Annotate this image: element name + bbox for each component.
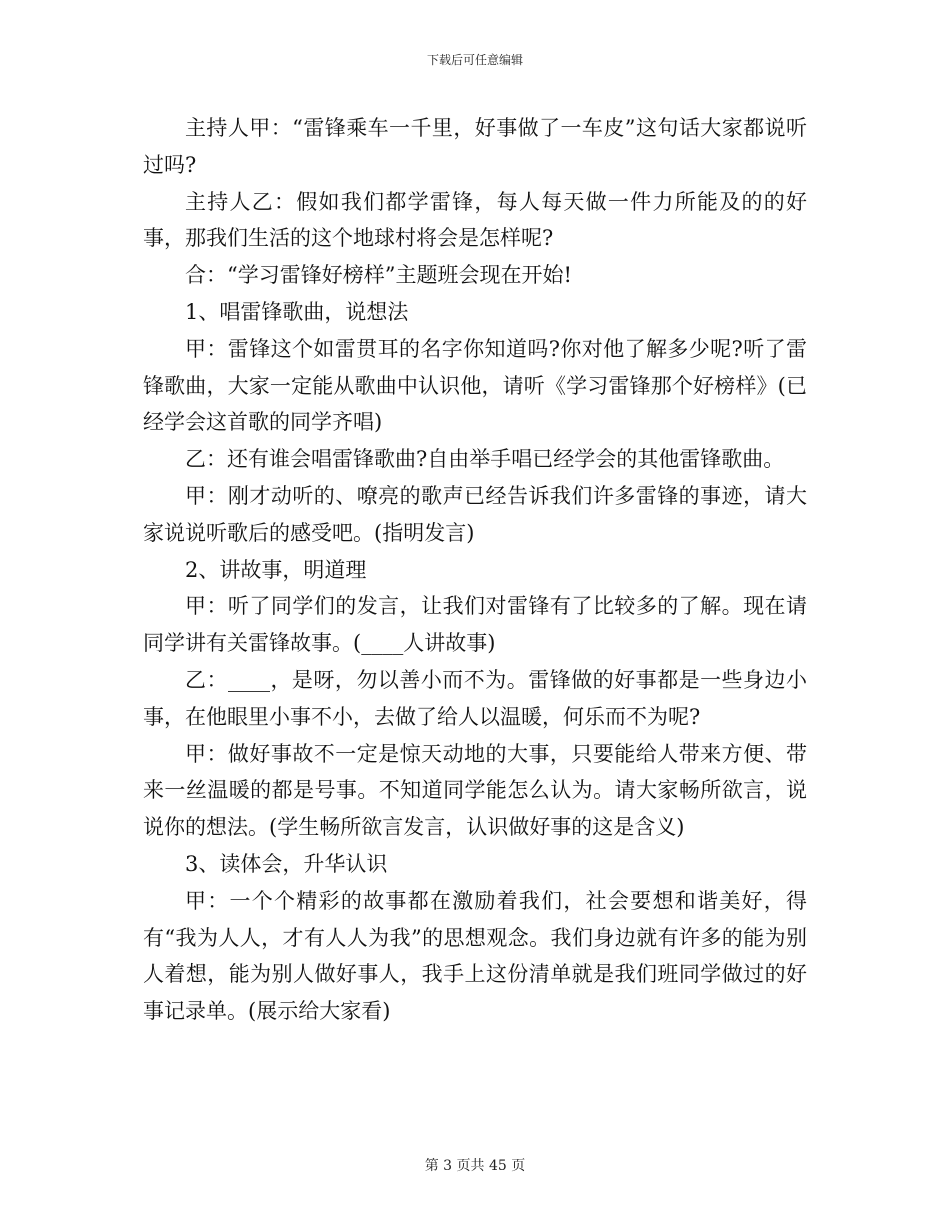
section-heading-3: 3、读体会，升华认识 bbox=[185, 851, 388, 876]
paragraph-host-a-intro: 主持人甲：“雷锋乘车一千里，好事做了一车皮”这句话大家都说听过吗? bbox=[143, 116, 807, 177]
page-footer: 第 3 页共 45 页 bbox=[424, 1158, 526, 1174]
paragraph-story-comment: 乙：____，是呀，勿以善小而不为。雷锋做的好事都是一些身边小事，在他眼里小事不小，去做了给人以温暖，何乐而不为呢? bbox=[143, 667, 807, 729]
paragraph-song-intro: 甲：雷锋这个如雷贯耳的名字你知道吗?你对他了解多少呢?听了雷锋歌曲，大家一定能从歌曲中认识他，请听《学习雷锋那个好榜样》(已经学会这首歌的同学齐唱) bbox=[143, 336, 807, 435]
document-body bbox=[143, 110, 807, 1030]
paragraph-song-feelings: 甲：刚才动听的、嘹亮的歌声已经告诉我们许多雷锋的事迹，请大家说说听歌后的感受吧。(指明发言) bbox=[143, 483, 807, 545]
section-heading-1: 1、唱雷锋歌曲，说想法 bbox=[185, 299, 409, 324]
paragraph-record-list: 甲：一个个精彩的故事都在激励着我们，社会要想和谐美好，得有“我为人人，才有人人为我”的思想观念。我们身边就有许多的能为别人着想，能为别人做好事人，我手上这份清单就是我们班同学做过的好事记录单。(展示给大家看) bbox=[143, 888, 807, 1024]
paragraph-opening: 合：“学习雷锋好榜样”主题班会现在开始! bbox=[185, 263, 572, 288]
page-header: 下载后可任意编辑 bbox=[426, 53, 523, 67]
section-heading-2: 2、讲故事，明道理 bbox=[185, 557, 367, 582]
paragraph-host-b-intro: 主持人乙：假如我们都学雷锋，每人每天做一件力所能及的的好事，那我们生活的这个地球村将会是怎样呢? bbox=[143, 189, 807, 251]
paragraph-song-free: 乙：还有谁会唱雷锋歌曲?自由举手唱已经学会的其他雷锋歌曲。 bbox=[185, 447, 785, 472]
paragraph-story-intro: 甲：听了同学们的发言，让我们对雷锋有了比较多的了解。现在请同学讲有关雷锋故事。(____人讲故事) bbox=[143, 594, 807, 656]
paragraph-good-deeds: 甲：做好事故不一定是惊天动地的大事，只要能给人带来方便、带来一丝温暖的都是号事。不知道同学能怎么认为。请大家畅所欲言，说说你的想法。(学生畅所欲言发言，认识做好事的这是含义) bbox=[143, 741, 807, 840]
